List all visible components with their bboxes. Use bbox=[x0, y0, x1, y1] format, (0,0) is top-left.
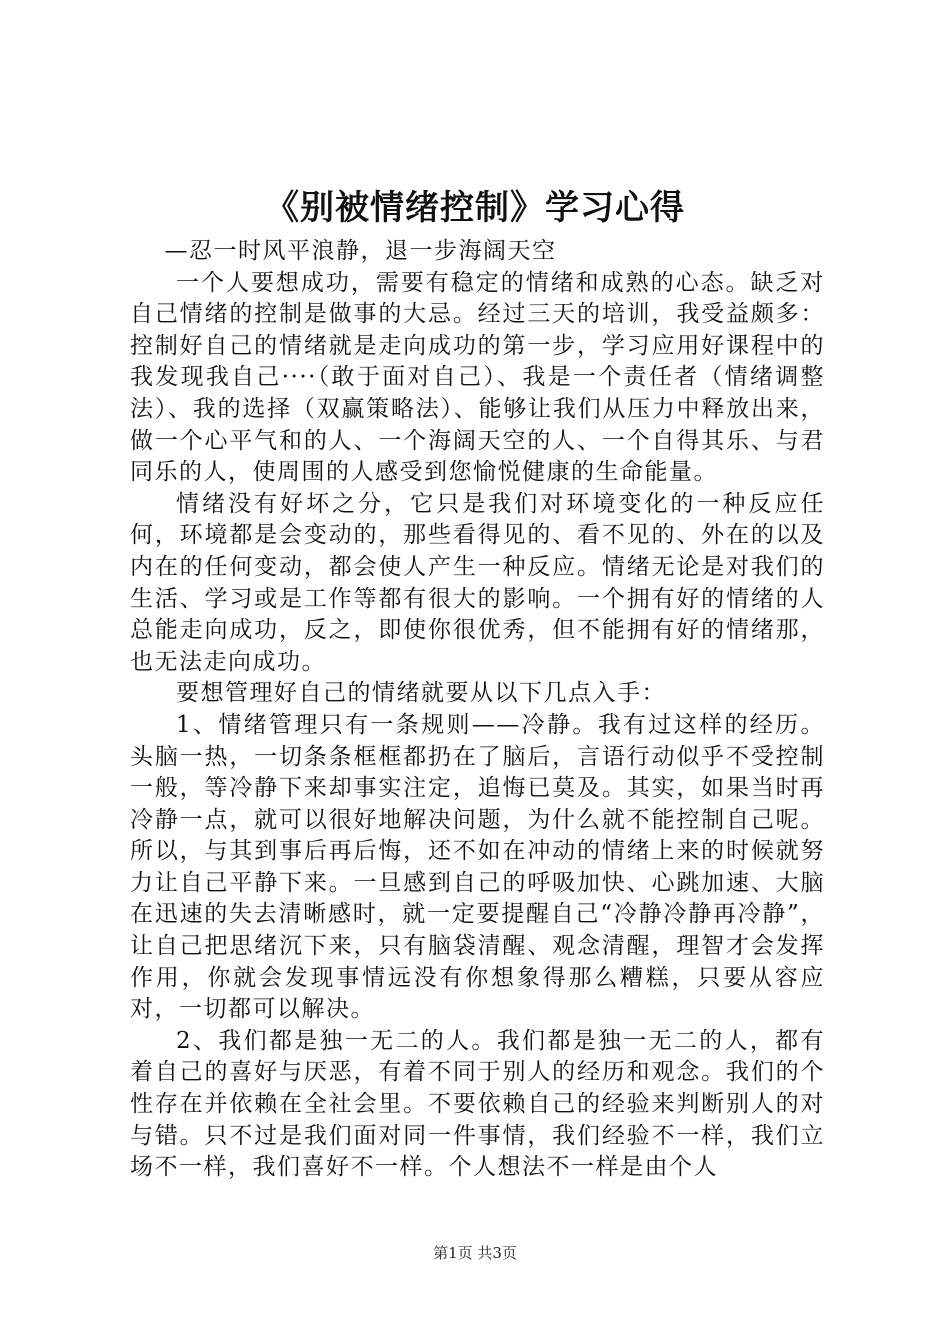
page-number-footer: 第1页 共3页 bbox=[433, 1244, 517, 1262]
paragraph-point-1: 1、情绪管理只有一条规则——冷静。我有过这样的经历。头脑一热，一切条条框框都扔在了脑后，言语行动似乎不受控制一般，等冷静下来却事实注定，追悔已莫及。其实，如果当时再冷静一点，就可以很好地解决问题，为什么就不能控制自己呢。所以，与其到事后再后悔，还不如在冲动的情绪上来的时候就努力让自己平静下来。一旦感到自己的呼吸加快、心跳加速、大脑在迅速的失去清晰感时，就一定要提醒自己“冷静冷静再冷静”，让自己把思绪沉下来，只有脑袋清醒、观念清醒，理智才会发挥作用，你就会发现事情远没有你想象得那么糟糕，只要从容应对，一切都可以解决。 bbox=[130, 711, 825, 1023]
document-body bbox=[130, 236, 825, 1184]
paragraph-point-2: 2、我们都是独一无二的人。我们都是独一无二的人，都有着自己的喜好与厌恶，有着不同于别人的经历和观念。我们的个性存在并依赖在全社会里。不要依赖自己的经验来判断别人的对与错。只不过是我们面对同一件事情，我们经验不一样，我们立场不一样，我们喜好不一样。个人想法不一样是由个人 bbox=[130, 1027, 825, 1181]
paragraph-emotions: 情绪没有好坏之分，它只是我们对环境变化的一种反应任何，环境都是会变动的，那些看得见的、看不见的、外在的以及内在的任何变动，都会使人产生一种反应。情绪无论是对我们的生活、学习或是工作等都有很大的影响。一个拥有好的情绪的人总能走向成功，反之，即使你很优秀，但不能拥有好的情绪那，也无法走向成功。 bbox=[130, 490, 825, 675]
document-subtitle: —忍一时风平浪静，退一步海阔天空 bbox=[164, 238, 557, 264]
paragraph-intro: 一个人要想成功，需要有稳定的情绪和成熟的心态。缺乏对自己情绪的控制是做事的大忌。经过三天的培训，我受益颇多：控制好自己的情绪就是走向成功的第一步，学习应用好课程中的我发现我自己····（敢于面对自己）、我是一个责任者（情绪调整法）、我的选择（双赢策略法）、能够让我们从压力中释放出来，做一个心平气和的人、一个海阔天空的人、一个自得其乐、与君同乐的人，使周围的人感受到您愉悦健康的生命能量。 bbox=[130, 269, 825, 486]
paragraph-points-intro: 要想管理好自己的情绪就要从以下几点入手： bbox=[176, 680, 666, 707]
document-title: 《别被情绪控制》学习心得 bbox=[265, 188, 685, 228]
